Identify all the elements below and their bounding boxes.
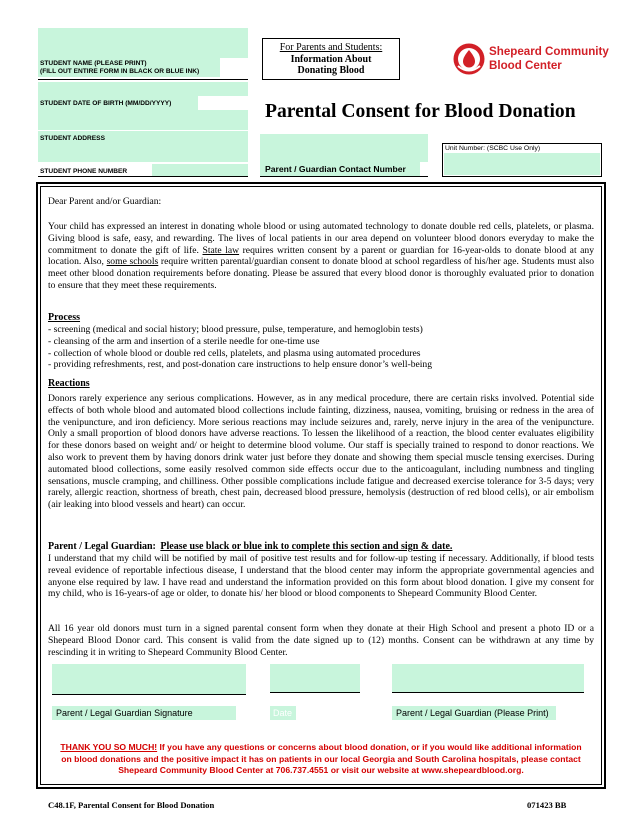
list-item: - providing refreshments, rest, and post-donation care instructions to help ensure donor’s well-being (48, 359, 433, 371)
guardian-print-line (392, 692, 584, 693)
notice-line3: Shepeard Community Blood Center at 706.737.4551 or visit our website at www.shepeardblood.org. (118, 765, 524, 775)
notice-line1: If you have any questions or concerns about blood donation, or if you would like additional information (157, 742, 582, 752)
greeting: Dear Parent and/or Guardian: (48, 196, 162, 207)
blood-drop-logo-icon (452, 42, 486, 76)
student-phone-label: STUDENT PHONE NUMBER (40, 168, 128, 175)
student-dob-field-lower[interactable] (38, 110, 248, 130)
student-dob-label: STUDENT DATE OF BIRTH (MM/DD/YYYY) (40, 100, 172, 107)
guardian-contact-label: Parent / Guardian Contact Number (265, 164, 406, 174)
form-code: 071423 BB (527, 800, 567, 810)
info-box-line1: For Parents and Students: (279, 42, 383, 53)
reactions-heading: Reactions (48, 378, 90, 389)
student-name-sublabel: (FILL OUT ENTIRE FORM IN BLACK OR BLUE INK) (40, 68, 200, 75)
guardian-heading-row (48, 541, 594, 552)
info-box-line3: Donating Blood (297, 65, 365, 76)
guardian-print-field[interactable] (392, 664, 584, 692)
unit-number-field[interactable] (444, 153, 600, 175)
guardian-contact-line (260, 176, 428, 177)
intro-text-b: requires written consent by a parent or guardian for 16-year-olds to donate blood at any location. Also, (48, 244, 594, 268)
some-schools-link: some schools (106, 256, 159, 268)
student-address-label: STUDENT ADDRESS (40, 135, 105, 142)
process-heading: Process (48, 312, 81, 323)
notice-line2: on blood donations and the positive impact it has on patients in our local Georgia and South Carolina hospitals, please contact (61, 753, 581, 764)
page-title: Parental Consent for Blood Donation (265, 101, 576, 122)
info-box-line2: Information About (290, 53, 372, 65)
reactions-paragraph: Donors rarely experience any serious complications. However, as in any medical procedure, there are certain risks involved. Potential side effects of both whole blood and automated blood collections include fainting, dizziness, nausea, vomiting, bruising or redness in the area of the venipuncture, and iron deficiency. More serious reactions may include seizures and, rarely, nerve injury in the area of the venipuncture. Only a small proportion of blood donors have adverse reactions. To lessen the likelihood of a reaction, the blood center evaluates eligibility for these donors based on weight and/ or height to determine blood volume. Our staff is specially trained to respond to donor reactions. We also work to prevent them by having donors drink water just before they donate and showing them special muscle tensing exercises. During automated blood collections, some easily resolved common side effects occur due to the anticoagulant, including numbness and tingling sensations, muscle cramping, and chilliness. Other possible complications include fatigue and decreased exercise tolerance for 3-5 days; very rarely, allergic reaction, shortness of breath, chest pain, decreased blood pressure, hemolysis (destruction of red blood cells), or air embolism (air leaking into blood vessels and heart) can occur. (48, 393, 594, 511)
student-phone-line (38, 176, 248, 177)
signature-line (52, 694, 246, 695)
student-name-label-text: STUDENT NAME (PLEASE PRINT) (40, 60, 147, 67)
unit-number-label: Unit Number: (SCBC Use Only) (445, 145, 541, 152)
logo (452, 42, 612, 78)
date-label: Date (273, 708, 293, 718)
student-name-line (38, 79, 248, 80)
guardian-print-label: Parent / Legal Guardian (Please Print) (396, 708, 549, 718)
logo-line1: Shepeard Community (489, 45, 609, 58)
logo-line2: Blood Center (489, 59, 562, 72)
guardian-instruction: Please use black or blue ink to complete this section and sign & date. (160, 541, 453, 552)
thank-you-text: THANK YOU SO MUCH! (60, 742, 158, 752)
guardian-consent-paragraph: I understand that my child will be notified by mail of positive test results and for follow-up testing if necessary. Additionally, if blood tests reveal evidence of reportable infectious disease, I understand that the blood center may inform the appropriate governmental agencies and anyone else required by law. I have read and understand the information provided on this form about blood donation. I give my consent for my child, who is 16-years-of age or older, to donate his/ her blood or blood components to Shepeard Community Blood Center. (48, 553, 594, 600)
signature-field[interactable] (52, 664, 246, 694)
list-item: - collection of whole blood or double red cells, platelets, and plasma using automated procedures (48, 347, 421, 359)
intro-text-c: require written parental/guardian consent to donate blood at school regardless of his/her age. Students must also meet other blood donation requirements before donating. Please be assured that every blood donor is thoroughly evaluated prior to donation to ensure that they meet these requirements. (48, 256, 595, 291)
student-name-label (40, 60, 199, 76)
student-name-field[interactable] (38, 28, 248, 58)
validity-paragraph: All 16 year old donors must turn in a signed parental consent form when they donate at their High School and present a photo ID or a Shepeard Blood Donor card. This consent is valid from the date signed up to (12) months. Consent can be withdrawn at any time by rescinding it in writing to Shepeard Community Blood Center. (48, 623, 594, 658)
list-item: - screening (medical and social history; blood pressure, pulse, temperature, and hemoglobin tests) (48, 324, 423, 335)
process-list (48, 324, 594, 371)
form-id: C48.1F, Parental Consent for Blood Donation (48, 800, 215, 810)
intro-text-a: Your child has expressed an interest in donating whole blood or using automated technology to donate double red cells, platelets, or plasma. Giving blood is safe, easy, and rewarding. The lives of local patients in our area depend on volunteer blood donors everyday to make the commitment to donate the gift of life. (48, 221, 594, 256)
state-law-link: State law (202, 244, 240, 256)
signature-label: Parent / Legal Guardian Signature (56, 708, 193, 718)
contact-notice (44, 742, 598, 777)
list-item: - cleansing of the arm and insertion of a sterile needle for one-time use (48, 335, 320, 347)
date-line (270, 692, 360, 693)
student-dob-field[interactable] (38, 82, 248, 96)
unit-number-box[interactable] (442, 143, 602, 177)
guardian-heading: Parent / Legal Guardian: (48, 541, 156, 552)
date-field[interactable] (270, 664, 360, 692)
student-phone-field[interactable] (152, 164, 248, 176)
student-address-field[interactable] (38, 146, 248, 162)
guardian-contact-field[interactable] (260, 134, 428, 162)
intro-paragraph (48, 221, 594, 292)
info-box (262, 38, 400, 80)
